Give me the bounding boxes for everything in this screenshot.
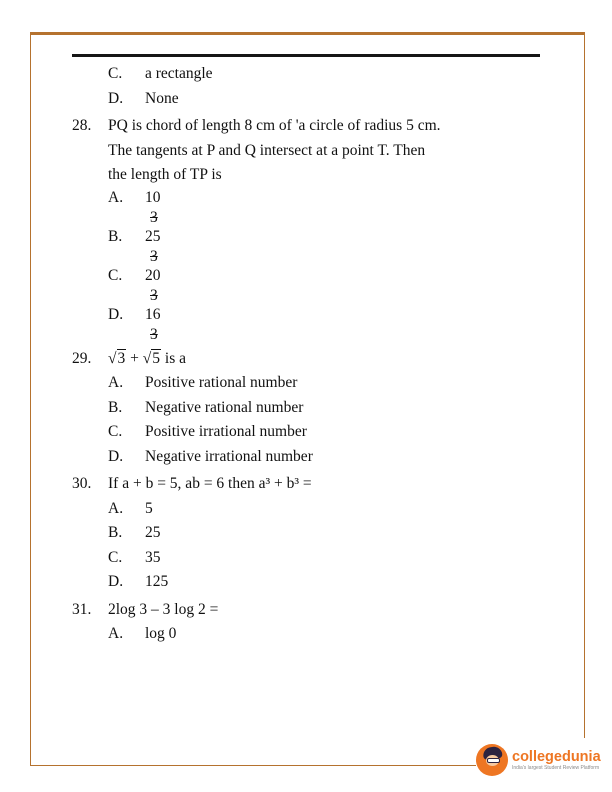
question-line [72,472,552,497]
question-31 [72,598,552,647]
fraction-numerator: 25 [145,227,161,245]
fraction-numerator: 16 [145,305,161,323]
fraction-denominator: 3 [150,247,158,265]
option-letter: A. [108,374,124,391]
option-row [72,227,552,247]
question-content [72,62,552,647]
option-text: 5 [145,499,153,517]
option-letter: C. [108,65,123,82]
fraction-denominator: 3 [150,286,158,304]
option-letter: C. [108,266,123,284]
question-29 [72,347,552,470]
question-28 [72,114,552,344]
option-row [72,87,552,112]
option-letter: B. [108,524,123,541]
option-text: Negative rational number [145,398,304,416]
question-number: 31. [72,600,92,618]
option-text: log 0 [145,625,177,642]
option-letter: A. [108,499,124,517]
option-row [72,305,552,325]
option-text: Negative irrational number [145,447,313,465]
logo-glasses-shape [487,758,500,763]
collegedunia-brand [476,738,612,782]
fraction-denominator: 3 [150,208,158,226]
option-row [72,62,552,87]
option-letter: A. [108,188,124,206]
collegedunia-logo-icon [476,744,508,776]
brand-tagline: India's largest Student Review Platform [512,764,600,771]
fraction-denominator: 3 [150,325,158,343]
option-letter: B. [108,398,123,416]
option-text: 25 [145,524,161,541]
option-row [72,622,552,647]
question-text [108,347,552,372]
question-line [72,114,552,139]
option-text: 35 [145,548,161,566]
option-row [72,188,552,208]
option-row [72,371,552,396]
option-letter: B. [108,227,123,245]
option-letter: C. [108,548,123,566]
option-row [72,266,552,286]
option-text: Positive rational number [145,374,298,391]
radical-sign: √ [108,349,117,367]
option-text: Positive irrational number [145,423,307,440]
option-letter: A. [108,625,124,642]
option-text: a rectangle [145,65,213,82]
option-letter: C. [108,423,123,440]
fraction-numerator: 10 [145,188,161,206]
brand-name: collegedunia [512,748,601,765]
question-line: the length of TP is [108,166,222,183]
option-row [72,570,552,595]
question-line: The tangents at P and Q intersect at a point T. Then [108,141,426,159]
radical-sign: √ [142,349,152,367]
option-row [72,546,552,571]
plus-sign: + [126,349,143,367]
option-row [72,445,552,470]
question-line [72,598,552,623]
question-number: 29. [72,349,92,367]
option-letter: D. [108,89,124,107]
brand-text-column [512,749,601,772]
fraction-numerator: 20 [145,266,161,284]
option-row [72,420,552,445]
question-number: 30. [72,475,92,492]
option-row [72,497,552,522]
option-row [72,396,552,421]
radicand: 3 [117,349,126,367]
question-30 [72,472,552,595]
question-number: 28. [72,117,92,134]
option-text: 125 [145,573,169,590]
option-text: None [145,89,179,107]
option-letter: D. [108,573,124,590]
option-letter: D. [108,447,124,465]
question-text: PQ is chord of length 8 cm of 'a circle of radius 5 cm. [108,117,441,134]
option-row [72,521,552,546]
question-text: 2log 3 – 3 log 2 = [108,600,219,618]
radicand: 5 [152,349,161,367]
option-letter: D. [108,305,124,323]
question-text: If a + b = 5, ab = 6 then a³ + b³ = [108,475,312,492]
question-suffix: is a [161,349,186,367]
header-rule [72,54,540,57]
question-line [72,347,552,372]
